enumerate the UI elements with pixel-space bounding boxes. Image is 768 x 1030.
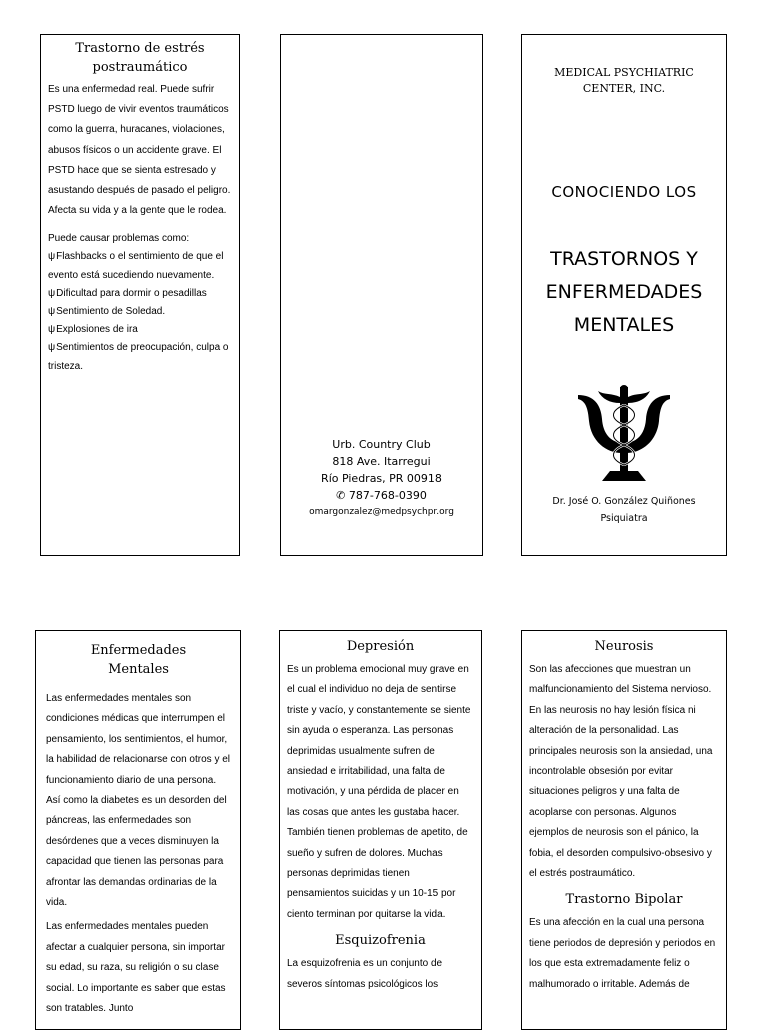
cover-title <box>522 243 726 342</box>
panel-neurosis <box>521 630 727 1030</box>
phone-icon: ✆ <box>336 489 346 502</box>
list-item: ψ Sentimiento de Soledad. <box>48 303 232 321</box>
phone-number: 787-768-0390 <box>348 489 427 502</box>
panel-depression <box>279 630 482 1030</box>
list-item: ψ Explosiones de ira <box>48 321 232 339</box>
email-address: omargonzalez@medpsychpr.org <box>309 507 454 517</box>
cover-title-line-2: ENFERMEDADES <box>545 281 703 303</box>
mental-illness-body <box>46 689 231 1020</box>
ptsd-symptom-list <box>48 248 232 375</box>
contact-address <box>281 436 482 521</box>
list-item: ψ Dificultad para dormir o pesadillas <box>48 285 232 303</box>
panel-cover <box>521 34 727 556</box>
company-line-2: CENTER, INC. <box>582 82 666 95</box>
ptsd-title: Trastorno de estrés postraumático <box>75 41 205 75</box>
doctor-name: Dr. José O. González Quiñones <box>552 496 696 507</box>
psi-caduceus-icon <box>572 385 676 485</box>
mental-illness-paragraph-1: Las enfermedades mentales son condiciones médicas que interrumpen el pensamiento, los sentimientos, el humor, la habilidad de relacionarse con otros y el funcionamiento diario de una persona. Así como la diabetes es un desorden del páncreas, las enfermedades son desórdenes que a veces disminuyen la capacidad que tienen las personas para afrontar las demandas ordinarias de la vida. <box>46 693 230 909</box>
doctor-info <box>522 493 726 527</box>
neurosis-title: Neurosis <box>594 639 654 654</box>
address-line-1: Urb. Country Club <box>332 438 431 451</box>
company-name <box>522 65 726 97</box>
depression-paragraph: Es un problema emocional muy grave en el cual el individuo no deja de sentirse triste y vacío, y constantemente se siente sin ayuda o esperanza. Las personas deprimidas usualmente sufren de ansiedad e irritabilidad, una falta de motivación, y una pérdida de placer en las cosas que antes les gustaba hacer. También tienen problemas de apetito, de sueño y sufren de dolores. Muchas personas deprimidas tienen pensamientos suicidas y un 10-15 por ciento terminan por quitarse la vida. <box>287 664 471 920</box>
schizophrenia-paragraph: La esquizofrenia es un conjunto de severos síntomas psicológicos los <box>287 958 443 990</box>
bipolar-body <box>529 913 719 995</box>
cover-title-line-3: MENTALES <box>573 314 675 336</box>
company-line-1: MEDICAL PSYCHIATRIC <box>554 66 694 79</box>
panel-mental-illness <box>35 630 241 1030</box>
cover-subtitle: CONOCIENDO LOS <box>551 183 697 201</box>
neurosis-paragraph: Son las afecciones que muestran un malfuncionamiento del Sistema nervioso. En las neurosis no hay lesión física ni alteración de la personalidad. Las principales neurosis son la ansiedad, una incontrolable obsesión por evitar situaciones peligros y una falta de acoplarse con personas. Algunos ejemplos de neurosis son el pánico, la fobia, el desorden compulsivo-obsesivo y el estrés postraumático. <box>529 664 713 880</box>
list-item: ψ Flashbacks o el sentimiento de que el evento está sucediendo nuevamente. <box>48 248 232 284</box>
ptsd-body <box>48 80 232 376</box>
neurosis-body <box>529 660 719 884</box>
doctor-title: Psiquiatra <box>600 513 648 524</box>
mental-illness-title: Enfermedades Mentales <box>90 643 187 677</box>
bipolar-paragraph: Es una afección en la cual una persona tiene periodos de depresión y periodos en los que esta extremadamente feliz o malhumorado o irritable. Además de <box>529 917 716 990</box>
depression-title: Depresión <box>346 639 415 654</box>
phone-line <box>281 487 482 504</box>
address-line-2: 818 Ave. Itarregui <box>332 455 431 468</box>
list-item: ψ Sentimientos de preocupación, culpa o tristeza. <box>48 339 232 375</box>
panel-contact <box>280 34 483 556</box>
mental-illness-paragraph-2: Las enfermedades mentales pueden afectar a cualquier persona, sin importar su edad, su raza, su religión o su clase social. Lo importante es saber que estas son tratables. Junto <box>46 921 226 1015</box>
schizophrenia-title: Esquizofrenia <box>335 933 426 949</box>
bipolar-title: Trastorno Bipolar <box>565 892 683 908</box>
cover-title-line-1: TRASTORNOS Y <box>550 248 698 270</box>
ptsd-intro: Puede causar problemas como: <box>48 233 190 245</box>
ptsd-paragraph: Es una enfermedad real. Puede sufrir PSTD luego de vivir eventos traumáticos como la guerra, huracanes, violaciones, abusos físicos o un accidente grave. El PSTD hace que se sienta estresado y asustando después de pasado el peligro. Afecta su vida y a la gente que le rodea. <box>48 84 231 217</box>
panel-ptsd <box>40 34 240 556</box>
depression-body <box>287 660 474 925</box>
address-line-3: Río Piedras, PR 00918 <box>321 472 442 485</box>
schizophrenia-body <box>287 954 474 995</box>
